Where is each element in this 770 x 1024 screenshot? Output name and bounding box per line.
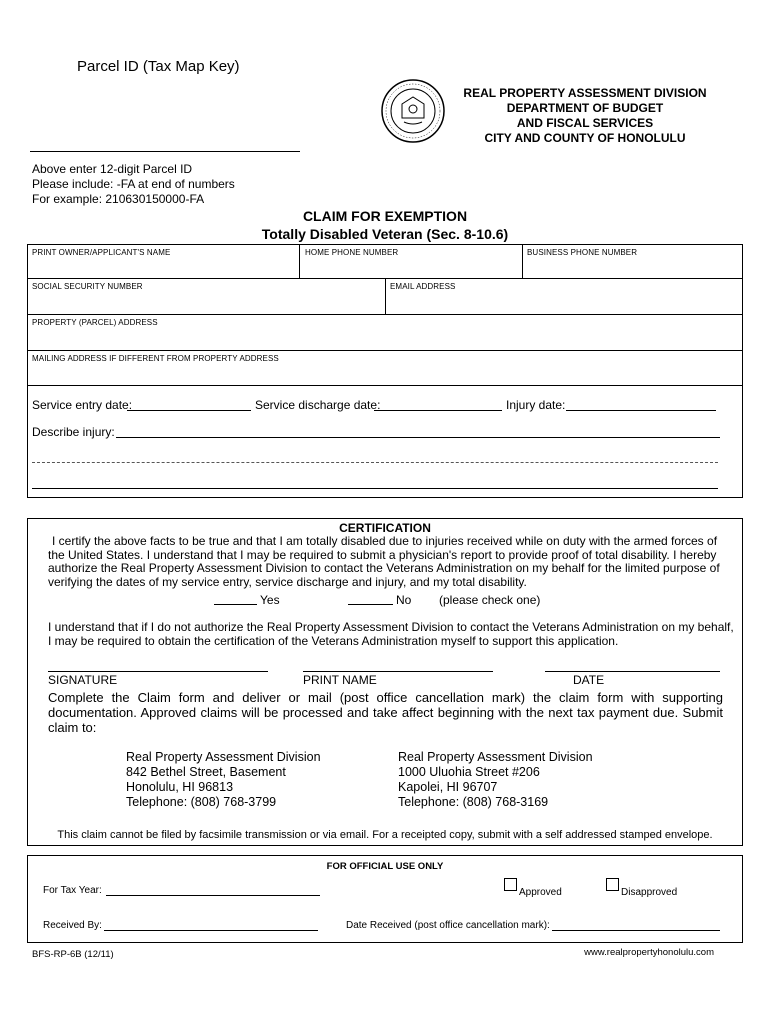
official-use-heading: FOR OFFICIAL USE ONLY xyxy=(326,861,444,872)
office-honolulu-street: 842 Bethel Street, Basement xyxy=(126,765,286,779)
submission-instructions: Complete the Claim form and deliver or mail (post office cancellation mark) the claim form with supporting documentation. Approved claims will be processed and take affect beginning with the next tax payment due. Submit claim to: xyxy=(48,690,723,735)
form-title: CLAIM FOR EXEMPTION xyxy=(302,208,468,224)
disapproved-label: Disapproved xyxy=(621,887,678,898)
certification-paragraph-2: I understand that if I do not authorize the Real Property Assessment Division to contact the Veterans Administration on my behalf, I may be required to obtain the certification of the Veterans Administration myself to support this application. xyxy=(48,620,734,648)
injury-line-3[interactable] xyxy=(32,488,718,489)
disapproved-option[interactable] xyxy=(606,878,678,898)
office-kapolei xyxy=(398,750,593,810)
service-discharge-label: Service discharge date: xyxy=(255,398,381,412)
approved-option[interactable] xyxy=(504,878,562,898)
service-discharge-field[interactable] xyxy=(374,410,502,411)
describe-injury-field[interactable] xyxy=(116,437,720,438)
division-name: REAL PROPERTY ASSESSMENT DIVISION xyxy=(463,86,707,100)
applicant-info-box xyxy=(27,244,743,386)
mailing-address-field[interactable]: MAILING ADDRESS IF DIFFERENT FROM PROPERTY ADDRESS xyxy=(32,354,279,363)
injury-date-field[interactable] xyxy=(566,410,716,411)
home-phone-field[interactable]: HOME PHONE NUMBER xyxy=(305,248,399,257)
service-entry-label: Service entry date: xyxy=(32,398,133,412)
ssn-field[interactable]: SOCIAL SECURITY NUMBER xyxy=(32,282,143,291)
approved-checkbox[interactable] xyxy=(504,878,517,891)
owner-name-field[interactable]: PRINT OWNER/APPLICANT'S NAME xyxy=(32,248,171,257)
instruction-line-3: For example: 210630150000-FA xyxy=(32,192,205,206)
office-kapolei-city: Kapolei, HI 96707 xyxy=(398,780,498,794)
certification-heading: CERTIFICATION xyxy=(339,521,431,535)
office-kapolei-name: Real Property Assessment Division xyxy=(398,750,593,764)
print-name-label: PRINT NAME xyxy=(303,673,377,687)
signature-field[interactable] xyxy=(48,671,268,672)
office-honolulu-name: Real Property Assessment Division xyxy=(126,750,321,764)
yes-label: Yes xyxy=(260,593,280,607)
injury-date-label: Injury date: xyxy=(506,398,566,412)
tax-year-field[interactable] xyxy=(106,895,320,896)
form-subtitle: Totally Disabled Veteran (Sec. 8-10.6) xyxy=(261,226,509,242)
office-kapolei-phone: Telephone: (808) 768-3169 xyxy=(398,795,549,809)
date-received-label: Date Received (post office cancellation mark): xyxy=(346,920,550,931)
received-by-label: Received By: xyxy=(43,920,102,931)
agency-header xyxy=(455,86,715,146)
office-kapolei-street: 1000 Uluohia Street #206 xyxy=(398,765,540,779)
date-label: DATE xyxy=(573,673,605,687)
no-label: No xyxy=(396,593,412,607)
parcel-id-field[interactable] xyxy=(30,151,300,152)
filing-note: This claim cannot be filed by facsimile transmission or via email. For a receipted copy, submit with a self addressed stamped envelope. xyxy=(57,829,713,841)
office-honolulu-city: Honolulu, HI 96813 xyxy=(126,780,234,794)
form-id: BFS-RP-6B (12/11) xyxy=(32,949,114,960)
injury-line-2[interactable] xyxy=(32,462,718,463)
parcel-instructions xyxy=(32,162,235,207)
print-name-field[interactable] xyxy=(303,671,493,672)
email-field[interactable]: EMAIL ADDRESS xyxy=(390,282,456,291)
describe-injury-label: Describe injury: xyxy=(32,425,115,439)
certification-paragraph-1: I certify the above facts to be true and that I am totally disabled due to injuries received while on duty with the armed forces of the United States. I understand that I may be required to submit a physician's report to provide proof of total disability. I hereby authorize the Real Property Assessment Division to contact the Veterans Administration on my behalf for the limited purpose of verifying the dates of my service entry, service discharge and injury, and my total disability. xyxy=(48,534,720,590)
received-by-field[interactable] xyxy=(104,930,318,931)
date-received-field[interactable] xyxy=(552,930,720,931)
instruction-line-2: Please include: -FA at end of numbers xyxy=(32,177,235,191)
tax-year-label: For Tax Year: xyxy=(43,885,102,896)
service-entry-field[interactable] xyxy=(127,410,251,411)
business-phone-field[interactable]: BUSINESS PHONE NUMBER xyxy=(527,248,638,257)
department-line-1: DEPARTMENT OF BUDGET xyxy=(506,101,664,115)
department-line-2: AND FISCAL SERVICES xyxy=(516,116,654,130)
website-link[interactable]: www.realpropertyhonolulu.com xyxy=(584,947,714,958)
approved-label: Approved xyxy=(519,887,562,898)
date-field[interactable] xyxy=(545,671,720,672)
property-address-field[interactable]: PROPERTY (PARCEL) ADDRESS xyxy=(32,318,158,327)
city-name: CITY AND COUNTY OF HONOLULU xyxy=(484,131,686,145)
signature-label: SIGNATURE xyxy=(48,673,118,687)
city-seal-icon xyxy=(380,78,446,144)
disapproved-checkbox[interactable] xyxy=(606,878,619,891)
no-field[interactable] xyxy=(348,604,393,605)
instruction-line-1: Above enter 12-digit Parcel ID xyxy=(32,162,193,176)
office-honolulu xyxy=(126,750,321,810)
parcel-id-label: Parcel ID (Tax Map Key) xyxy=(77,58,240,75)
office-honolulu-phone: Telephone: (808) 768-3799 xyxy=(126,795,277,809)
check-one-label: (please check one) xyxy=(439,593,541,607)
yes-field[interactable] xyxy=(214,604,257,605)
service-info-box xyxy=(27,386,743,498)
